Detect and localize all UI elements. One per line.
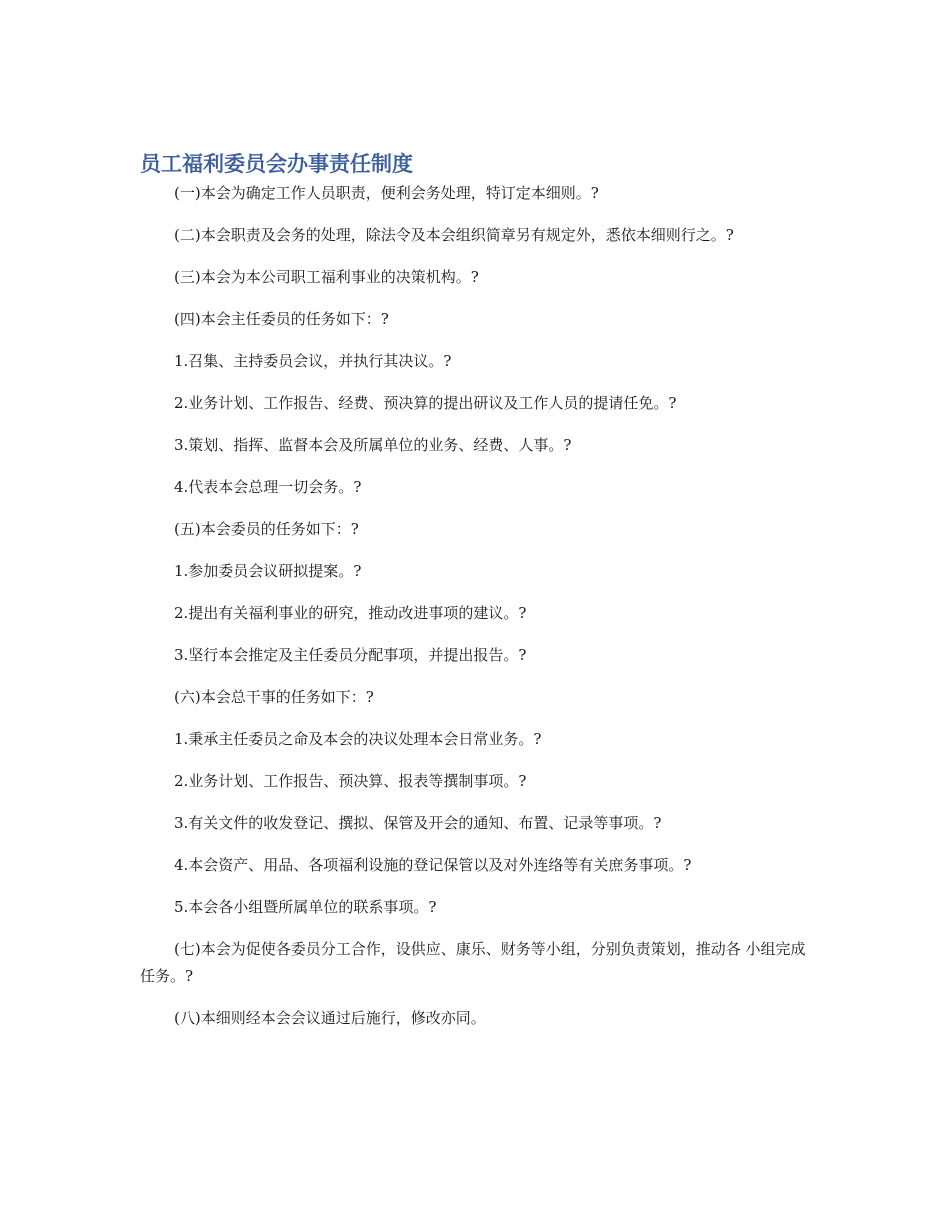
document-body bbox=[140, 180, 810, 1047]
paragraph-12: 3.坚行本会推定及主任委员分配事项，并提出报告。? bbox=[174, 646, 527, 664]
paragraph-16: 3.有关文件的收发登记、撰拟、保管及开会的通知、布置、记录等事项。? bbox=[174, 814, 662, 832]
paragraph-5: 1.召集、主持委员会议，并执行其决议。? bbox=[174, 352, 452, 370]
paragraph-4: (四)本会主任委员的任务如下：? bbox=[174, 310, 389, 328]
paragraph-17: 4.本会资产、用品、各项福利设施的登记保管以及对外连络等有关庶务事项。? bbox=[174, 856, 692, 874]
paragraph-3: (三)本会为本公司职工福利事业的决策机构。? bbox=[174, 268, 479, 286]
paragraph-15: 2.业务计划、工作报告、预决算、报表等撰制事项。? bbox=[174, 772, 527, 790]
paragraph-14: 1.秉承主任委员之命及本会的决议处理本会日常业务。? bbox=[174, 730, 542, 748]
paragraph-19: (七)本会为促使各委员分工合作，设供应、康乐、财务等小组，分别负责策划，推动各 小组完成任务。? bbox=[140, 940, 806, 985]
paragraph-6: 2.业务计划、工作报告、经费、预决算的提出研议及工作人员的提请任免。? bbox=[174, 394, 677, 412]
document-title: 员工福利委员会办事责任制度 bbox=[140, 152, 413, 176]
paragraph-20: (八)本细则经本会会议通过后施行，修改亦同。 bbox=[174, 1009, 486, 1027]
paragraph-18: 5.本会各小组暨所属单位的联系事项。? bbox=[174, 898, 437, 916]
paragraph-10: 1.参加委员会议研拟提案。? bbox=[174, 562, 362, 580]
paragraph-7: 3.策划、指挥、监督本会及所属单位的业务、经费、人事。? bbox=[174, 436, 572, 454]
paragraph-1: (一)本会为确定工作人员职责，便利会务处理，特订定本细则。? bbox=[174, 184, 599, 202]
paragraph-2: (二)本会职责及会务的处理，除法令及本会组织简章另有规定外，悉依本细则行之。? bbox=[174, 226, 734, 244]
paragraph-11: 2.提出有关福利事业的研究，推动改进事项的建议。? bbox=[174, 604, 527, 622]
paragraph-13: (六)本会总干事的任务如下：? bbox=[174, 688, 374, 706]
paragraph-9: (五)本会委员的任务如下：? bbox=[174, 520, 359, 538]
paragraph-8: 4.代表本会总理一切会务。? bbox=[174, 478, 362, 496]
